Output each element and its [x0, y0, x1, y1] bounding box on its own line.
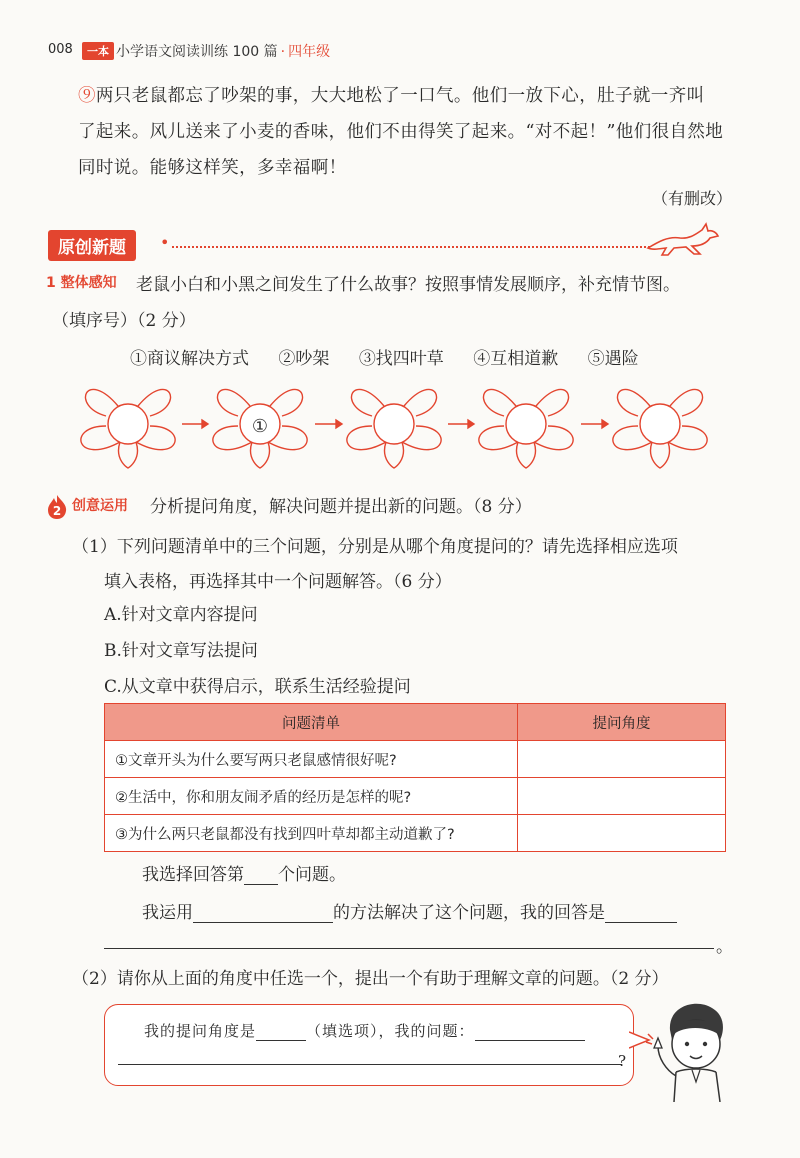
table-header-angle: 提问角度 — [518, 704, 726, 741]
q1-question: 老鼠小白和小黑之间发生了什么故事？按照事情发展顺序，补充情节图。 — [136, 275, 680, 295]
table-row — [105, 778, 726, 815]
paragraph-mark: ⑨ — [78, 86, 96, 106]
answer-blank[interactable] — [605, 904, 677, 923]
q1-option: ④互相道歉 — [473, 349, 559, 369]
flower-node-text: ① — [251, 416, 269, 437]
plot-flowchart — [70, 372, 750, 472]
q1-option: ①商议解决方式 — [130, 349, 249, 369]
bubble-text-b: （填选项），我的问题： — [306, 1022, 475, 1040]
flower-node[interactable] — [213, 389, 307, 468]
passage-line-2: 了起来。风儿送来了小麦的香味，他们不由得笑了起来。“对不起！”他们很自然地 — [78, 122, 724, 142]
q1-option: ⑤遇险 — [587, 349, 639, 369]
q2-sub1-line2: 填入表格，再选择其中一个问题解答。（6 分） — [104, 572, 452, 592]
cat-icon — [644, 222, 724, 258]
question-blank-line[interactable] — [118, 1064, 622, 1065]
flower-node[interactable] — [613, 389, 707, 468]
q2-number: 2 — [52, 504, 62, 518]
passage-line-3: 同时说。能够这样笑，多幸福啊！ — [78, 158, 347, 178]
flame-icon — [46, 494, 68, 520]
book-title-text: 小学语文阅读训练 100 篇 — [116, 44, 278, 60]
table-cell-question: ③为什么两只老鼠都没有找到四叶草却都主动道歉了? — [105, 815, 518, 852]
answer-line-1 — [142, 860, 346, 885]
table-cell-question: ②生活中，你和朋友闹矛盾的经历是怎样的呢? — [105, 778, 518, 815]
question-blank[interactable] — [475, 1024, 585, 1041]
table-cell-answer[interactable] — [518, 815, 726, 852]
q1-options — [130, 344, 653, 369]
answer-line-2 — [142, 898, 677, 923]
table-header-questions: 问题清单 — [105, 704, 518, 741]
title-separator: · — [280, 44, 286, 60]
choice-a: A.针对文章内容提问 — [104, 605, 258, 625]
flower-node[interactable] — [81, 389, 175, 468]
answer-text: 我选择回答第 — [142, 865, 244, 885]
q2-sub2: （2）请你从上面的角度中任选一个，提出一个有助于理解文章的问题。（2 分） — [72, 969, 669, 989]
flower-node[interactable] — [479, 389, 573, 468]
question-mark: ? — [618, 1052, 627, 1070]
banner-dotted-line — [172, 246, 650, 248]
grade-label: 四年级 — [288, 44, 331, 60]
question-table — [104, 703, 726, 852]
choice-c: C.从文章中获得启示，联系生活经验提问 — [104, 677, 411, 697]
speech-bubble — [104, 1004, 634, 1086]
banner-dot: • — [160, 233, 170, 252]
table-cell-answer[interactable] — [518, 778, 726, 815]
source-note: （有删改） — [651, 189, 732, 208]
boy-illustration — [640, 996, 750, 1102]
answer-text: 个问题。 — [278, 865, 346, 885]
q1-option: ②吵架 — [278, 349, 330, 369]
passage-line-1: 两只老鼠都忘了吵架的事，大大地松了一口气。他们一放下心，肚子就一齐叫 — [95, 86, 705, 106]
answer-long-blank[interactable] — [104, 948, 714, 949]
q2-label: 创意运用 — [72, 498, 128, 514]
brand-badge: 一本 — [82, 42, 114, 60]
table-row — [105, 741, 726, 778]
bubble-prompt — [144, 1020, 585, 1041]
q2-sub1 — [72, 530, 732, 600]
table-cell-question: ①文章开头为什么要写两只老鼠感情很好呢? — [105, 741, 518, 778]
q2-question: 分析提问角度，解决问题并提出新的问题。（8 分） — [150, 497, 532, 517]
period-mark: 。 — [716, 937, 733, 957]
answer-text: 的方法解决了这个问题，我的回答是 — [333, 903, 605, 923]
q1-option: ③找四叶草 — [358, 349, 444, 369]
table-cell-answer[interactable] — [518, 741, 726, 778]
choice-b: B.针对文章写法提问 — [104, 641, 258, 661]
answer-text: 我运用 — [142, 903, 193, 923]
q1-question-cont: （填序号）（2 分） — [52, 311, 196, 331]
book-title — [116, 41, 330, 61]
q1-number: 1 — [46, 275, 56, 291]
answer-blank[interactable] — [244, 866, 278, 885]
passage-paragraph — [78, 78, 728, 186]
q1-label-text: 整体感知 — [60, 275, 117, 291]
angle-blank[interactable] — [256, 1024, 306, 1041]
q2-sub1-line1: （1）下列问题清单中的三个问题，分别是从哪个角度提问的？请先选择相应选项 — [72, 537, 678, 557]
table-row — [105, 815, 726, 852]
page-number: 008 — [48, 42, 73, 57]
bubble-text-a: 我的提问角度是 — [144, 1022, 257, 1040]
section-title: 原创新题 — [48, 230, 136, 261]
q1-label — [46, 272, 117, 292]
flower-node[interactable] — [347, 389, 441, 468]
answer-blank[interactable] — [193, 904, 333, 923]
